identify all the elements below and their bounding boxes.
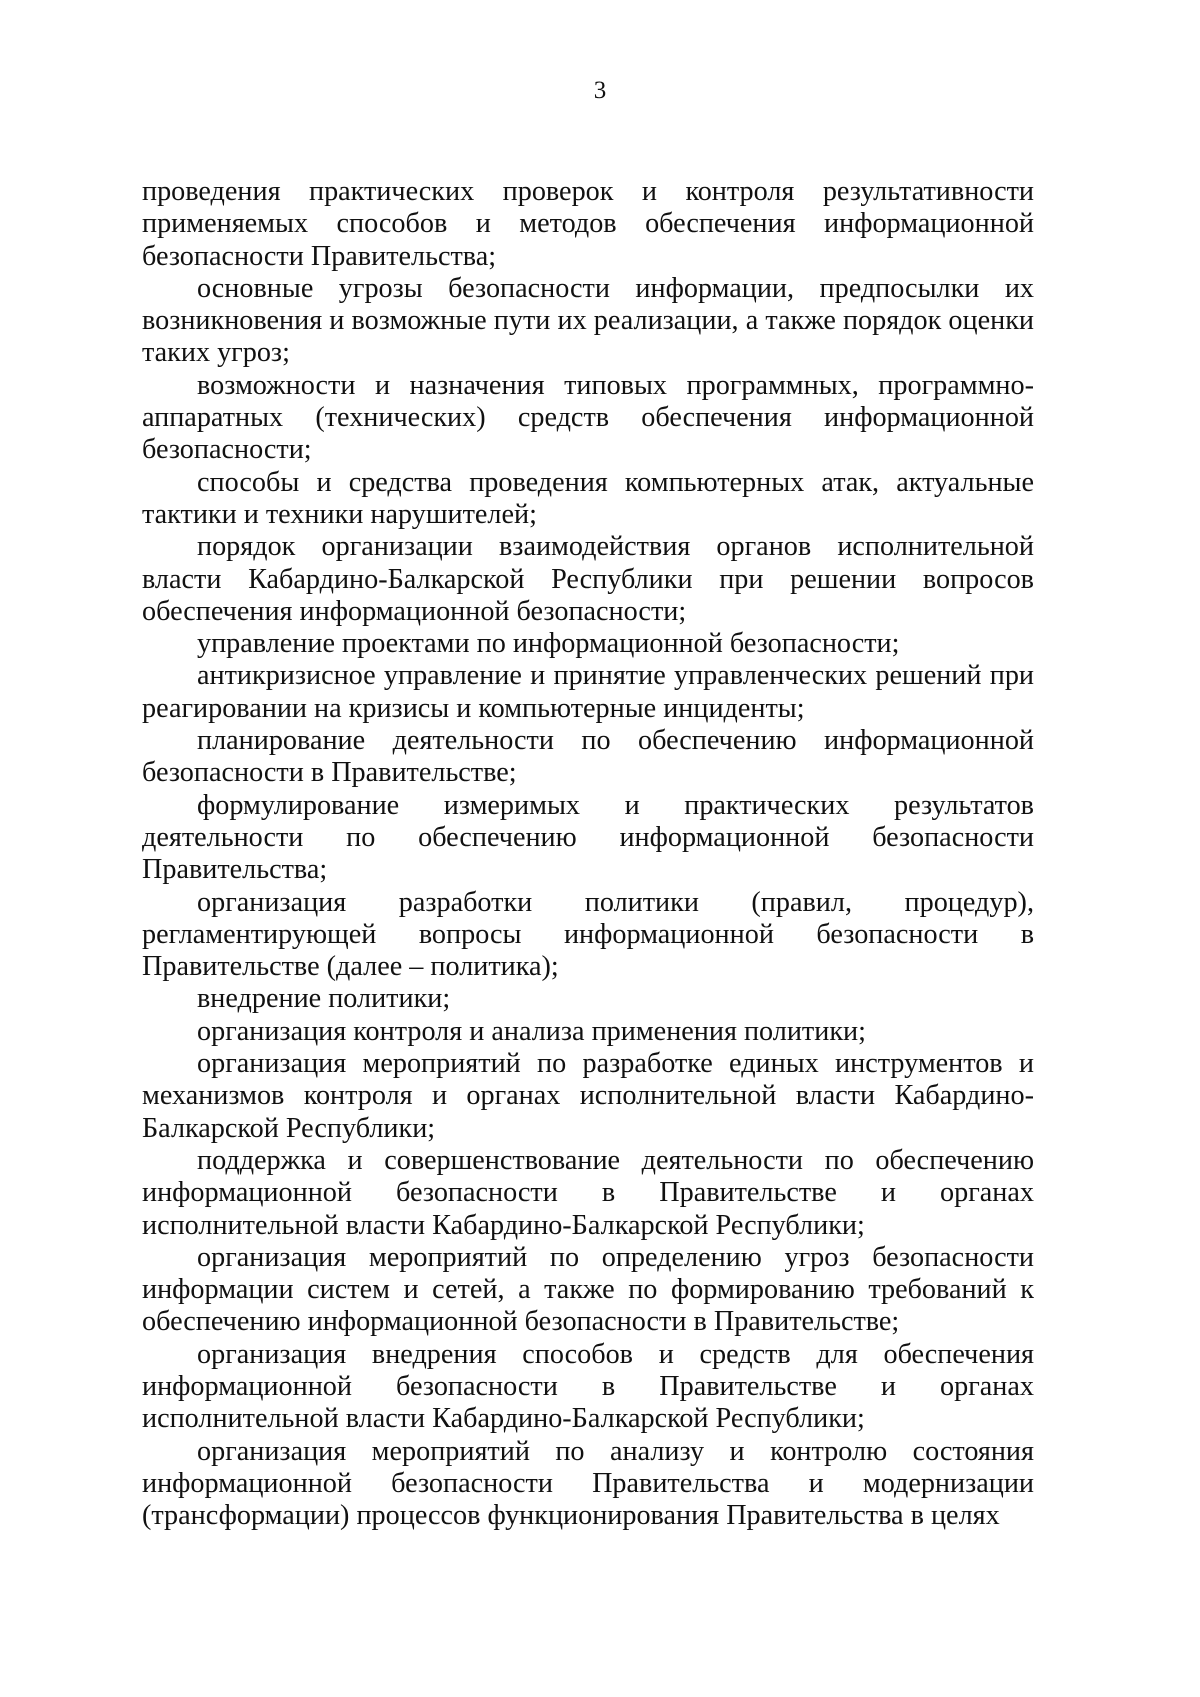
- paragraph: организация мероприятий по определению угроз безопасности информации систем и сетей, а также по формированию требований к обеспечению информационной безопасности в Правительстве;: [142, 1241, 1034, 1338]
- page-number: 3: [593, 77, 607, 104]
- paragraph: порядок организации взаимодействия органов исполнительной власти Кабардино-Балкарской Республики при решении вопросов обеспечения информационной безопасности;: [142, 531, 1034, 627]
- paragraph: организация мероприятий по анализу и контролю состояния информационной безопасности Правительства и модернизации (трансформации) процессов функционирования Правительства в целях: [142, 1435, 1034, 1532]
- paragraph: планирование деятельности по обеспечению информационной безопасности в Правительстве;: [142, 725, 1034, 789]
- paragraph: основные угрозы безопасности информации, предпосылки их возникновения и возможные пути их реализации, а также порядок оценки таких угроз;: [142, 272, 1034, 369]
- paragraph: формулирование измеримых и практических результатов деятельности по обеспечению информационной безопасности Правительства;: [142, 789, 1034, 886]
- paragraph: внедрение политики;: [197, 983, 451, 1015]
- paragraph: антикризисное управление и принятие управленческих решений при реагировании на кризисы и компьютерные инциденты;: [142, 660, 1034, 724]
- paragraph: организация внедрения способов и средств для обеспечения информационной безопасности в Правительстве и органах исполнительной власти Кабардино-Балкарской Республики;: [142, 1338, 1034, 1435]
- paragraph: возможности и назначения типовых программных, программно-аппаратных (технических) средств обеспечения информационной безопасности;: [142, 369, 1034, 466]
- paragraph: организация контроля и анализа применения политики;: [197, 1015, 866, 1047]
- document-body: [142, 176, 1034, 1532]
- paragraph: организация мероприятий по разработке единых инструментов и механизмов контроля и органах исполнительной власти Кабардино-Балкарской Республики;: [142, 1048, 1034, 1144]
- paragraph: поддержка и совершенствование деятельности по обеспечению информационной безопасности в Правительстве и органах исполнительной власти Кабардино-Балкарской Республики;: [142, 1144, 1034, 1241]
- paragraph: организация разработки политики (правил, процедур), регламентирующей вопросы информационной безопасности в Правительстве (далее – политика);: [142, 886, 1034, 983]
- paragraph: управление проектами по информационной безопасности;: [197, 628, 900, 660]
- paragraph: способы и средства проведения компьютерных атак, актуальные тактики и техники нарушителей;: [142, 466, 1034, 530]
- paragraph-continuation: проведения практических проверок и контроля результативности применяемых способов и методов обеспечения информационной безопасности Правительства;: [142, 176, 1034, 272]
